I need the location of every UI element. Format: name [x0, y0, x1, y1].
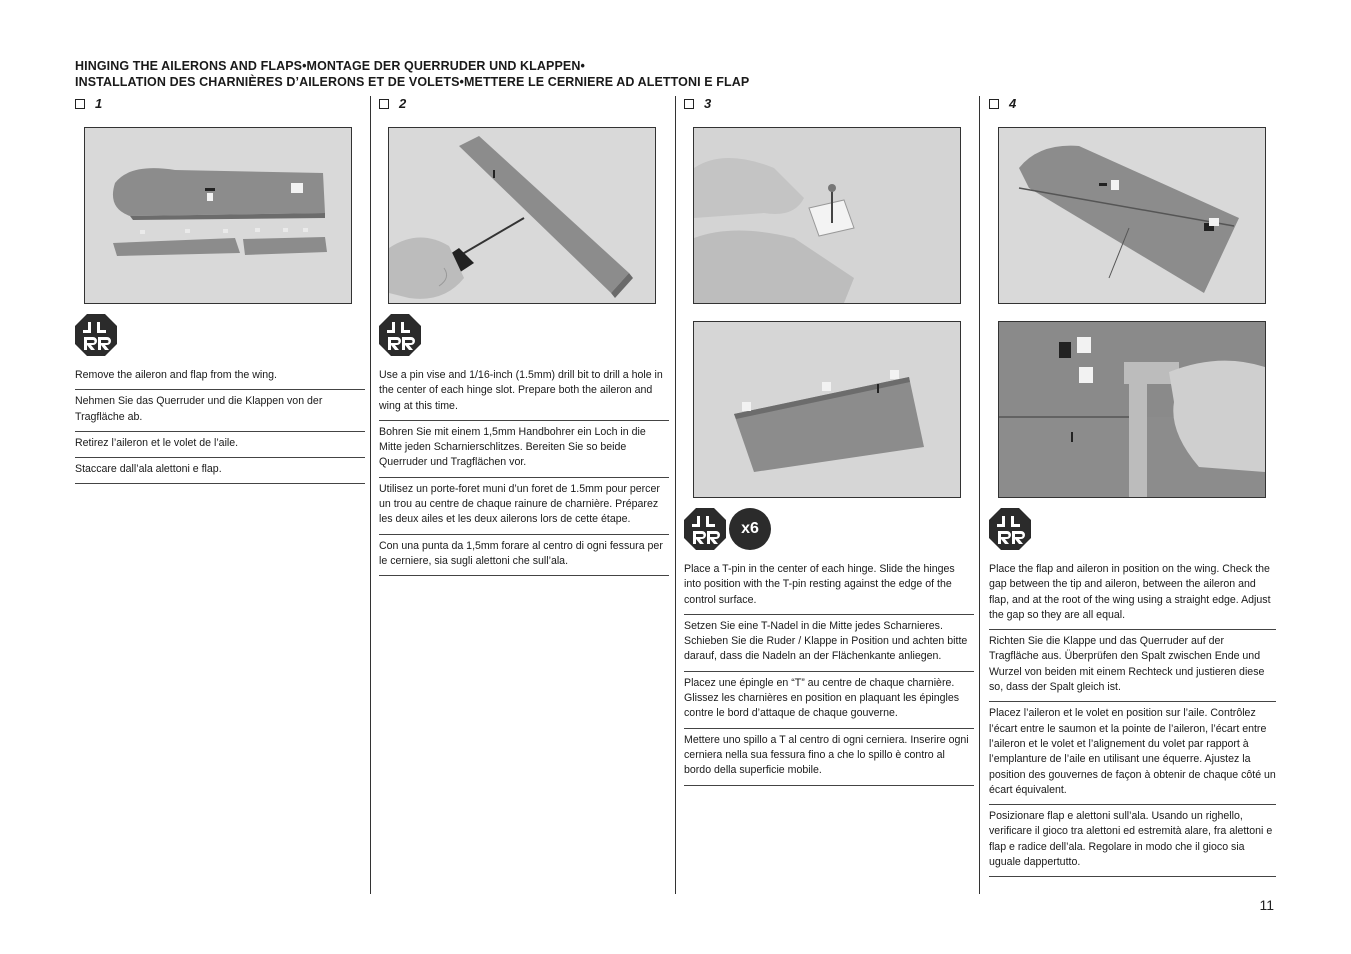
step-3-paragraph: Placez une épingle en “T” au centre de chaque charnière. Glissez les charnières en position en plaquant les épingles contre le bord d’attaque de chaque gouverne. — [684, 672, 974, 729]
step-3-header — [684, 96, 974, 114]
jr-logo-icon — [989, 508, 1031, 550]
step-2-column — [379, 96, 669, 567]
step-1-paragraph: Staccare dall’ala alettoni e flap. — [75, 458, 365, 484]
jr-logo-icon — [684, 508, 726, 550]
step-2-paragraph: Con una punta da 1,5mm forare al centro di ogni fessura per le cerniere, sia sugli alettoni che sull’ala. — [379, 535, 669, 577]
step-4-paragraph: Placez l’aileron et le volet en position sur l’aile. Contrôlez l’écart entre le saumon et la pointe de l’aileron, l’écart entre l’aileron et le volet et l’alignement du volet par rapport à l’emplanture de l’aile en utilisant une équerre. Ajustez la position des gouvernes de façon à obtenir de chaque côté un écart équivalent. — [989, 702, 1276, 805]
step-3-paragraph: Setzen Sie eine T-Nadel in die Mitte jedes Scharnieres. Schieben Sie die Ruder / Klappe in Position und achten bitte darauf, dass die Nadeln an der Flächenkante anliegen. — [684, 615, 974, 672]
step-4-number: 4 — [1009, 96, 1017, 111]
checkbox-icon[interactable] — [989, 99, 999, 109]
checkbox-icon[interactable] — [684, 99, 694, 109]
step-1-paragraph: Retirez l’aileron et le volet de l’aile. — [75, 432, 365, 458]
step-4-photo-b — [998, 321, 1266, 498]
step-1-column — [75, 96, 365, 476]
column-divider — [370, 96, 371, 894]
step-3-paragraph: Place a T-pin in the center of each hinge. Slide the hinges into position with the T-pin resting against the edge of the control surface. — [684, 558, 974, 615]
title-line-2: INSTALLATION DES CHARNIÈRES D’AILERONS ET DE VOLETS•METTERE LE CERNIERE AD ALETTONI E FLAP — [75, 75, 750, 89]
step-2-paragraph: Use a pin vise and 1/16-inch (1.5mm) drill bit to drill a hole in the center of each hinge slot. Prepare both the aileron and wing at this time. — [379, 364, 669, 421]
step-4-column — [989, 96, 1279, 869]
page-number: 11 — [1259, 897, 1274, 913]
step-2-number: 2 — [399, 96, 407, 111]
quantity-badge: x6 — [729, 508, 771, 550]
step-4-paragraph: Richten Sie die Klappe und das Querruder auf der Tragfläche aus. Überprüfen den Spalt zwischen Ende und Wurzel von beiden mit einem Rechteck und justieren diese so, dass der Spalt gleich ist. — [989, 630, 1276, 702]
checkbox-icon[interactable] — [379, 99, 389, 109]
step-4-text — [989, 558, 1276, 877]
step-2-text — [379, 364, 669, 576]
column-divider — [979, 96, 980, 894]
step-1-header — [75, 96, 365, 114]
step-4-paragraph: Posizionare flap e alettoni sull’ala. Usando un righello, verificare il gioco tra alettoni ed estremità alare, fra alettoni e flap e radice dell’ala. Regolare in modo che il gioco sia uguale dappertutto. — [989, 805, 1276, 877]
step-2-header — [379, 96, 669, 114]
step-2-paragraph: Utilisez un porte-foret muni d’un foret de 1.5mm pour percer un trou au centre de chaque rainure de charnière. Préparez les deux ailes et les deux ailerons lors de cette étape. — [379, 478, 669, 535]
step-3-text — [684, 558, 974, 786]
step-3-photo-b — [693, 321, 961, 498]
step-1-photo — [84, 127, 352, 304]
step-2-photo — [388, 127, 656, 304]
checkbox-icon[interactable] — [75, 99, 85, 109]
title-line-1: HINGING THE AILERONS AND FLAPS•MONTAGE DER QUERRUDER UND KLAPPEN• — [75, 59, 585, 73]
step-4-header — [989, 96, 1279, 114]
page-title — [75, 58, 1275, 90]
jr-logo-icon — [379, 314, 421, 356]
step-1-paragraph: Nehmen Sie das Querruder und die Klappen von der Tragfläche ab. — [75, 390, 365, 432]
step-4-photo-a — [998, 127, 1266, 304]
step-1-paragraph: Remove the aileron and flap from the wing. — [75, 364, 365, 390]
jr-logo-icon — [75, 314, 117, 356]
step-1-text — [75, 364, 365, 484]
step-1-number: 1 — [95, 96, 103, 111]
step-3-photo-a — [693, 127, 961, 304]
step-3-number: 3 — [704, 96, 712, 111]
step-4-paragraph: Place the flap and aileron in position on the wing. Check the gap between the tip and aileron, between the aileron and flap, and at the root of the wing using a straight edge. Adjust the gap so they are all equal. — [989, 558, 1276, 630]
step-2-paragraph: Bohren Sie mit einem 1,5mm Handbohrer ein Loch in die Mitte jeden Scharnierschlitzes. Bereiten Sie so beide Querruder und Tragflächen vor. — [379, 421, 669, 478]
step-3-column — [684, 96, 974, 777]
column-divider — [675, 96, 676, 894]
step-3-paragraph: Mettere uno spillo a T al centro di ogni cerniera. Inserire ogni cerniera nella sua fessura fino a che lo spillo è contro al bordo della superficie mobile. — [684, 729, 974, 786]
